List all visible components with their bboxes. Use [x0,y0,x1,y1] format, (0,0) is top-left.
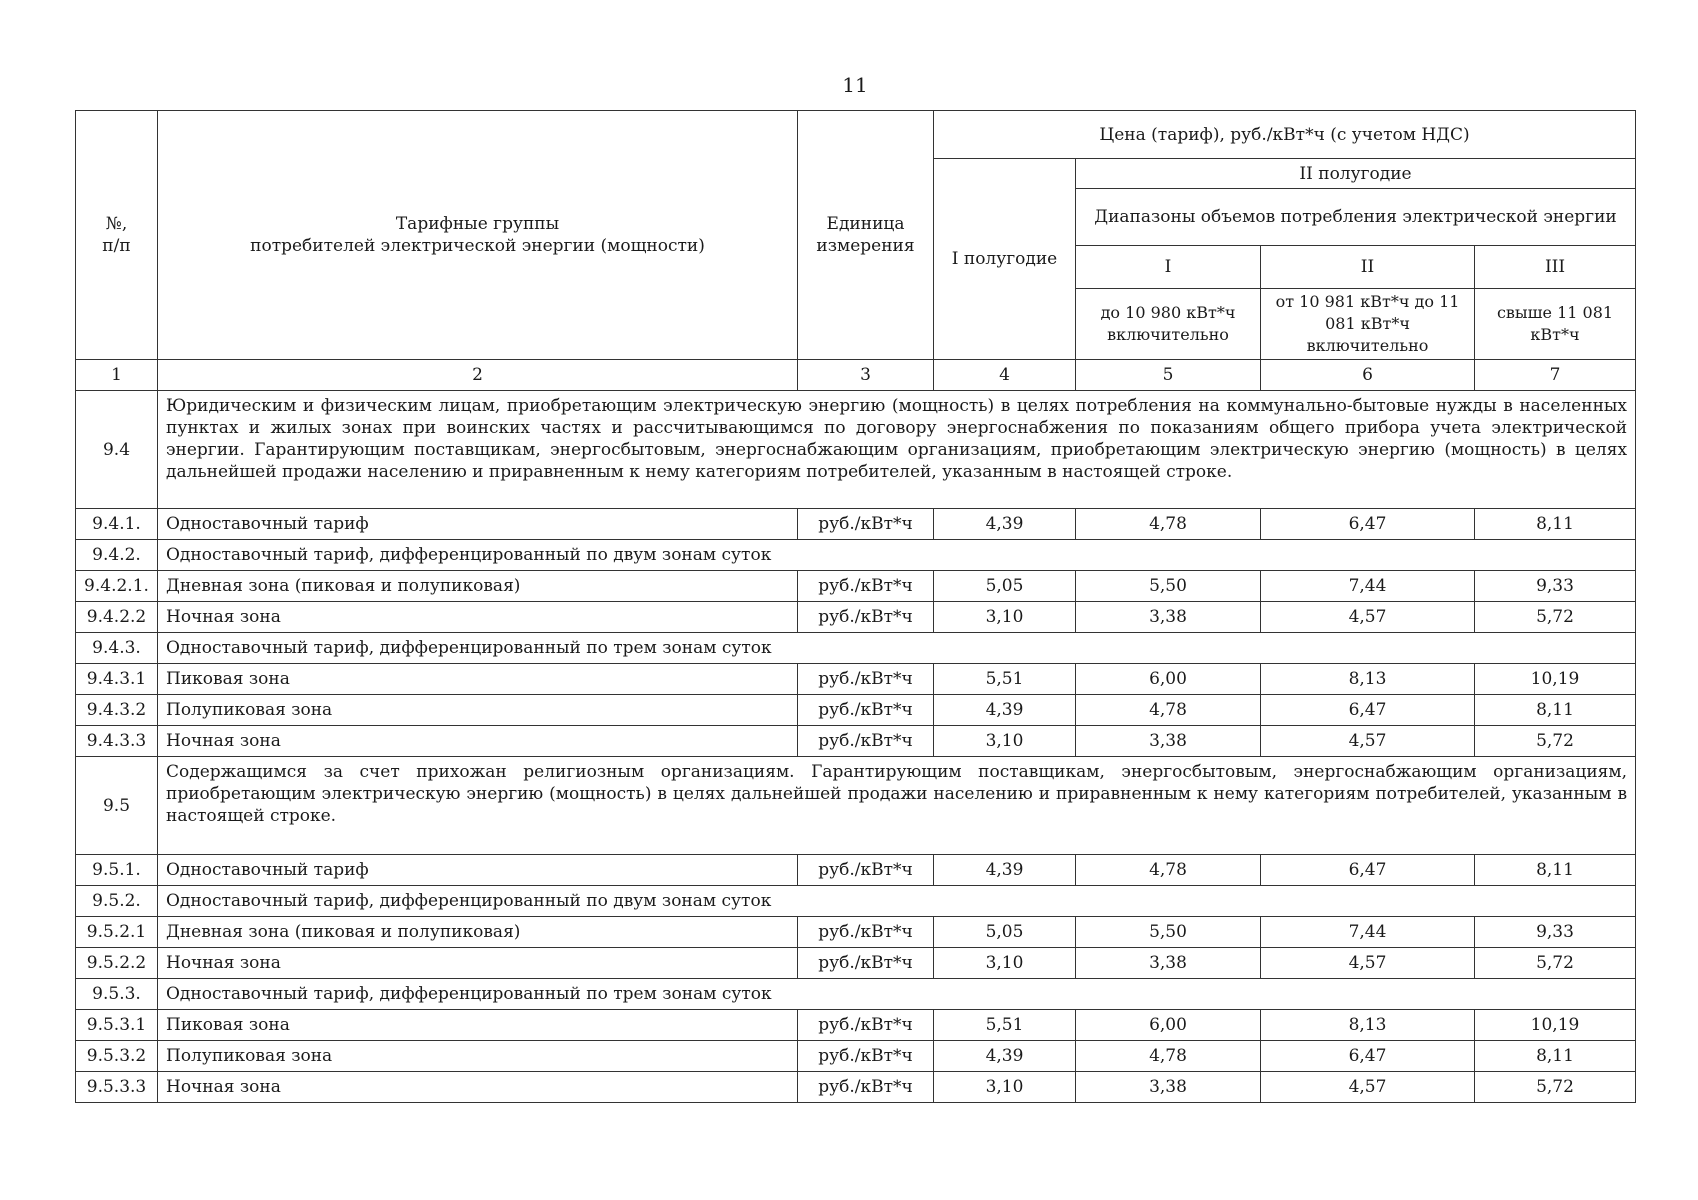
row-name: Дневная зона (пиковая и полупиковая) [158,571,798,602]
row-number: 9.4.3.1 [76,664,158,695]
row-number: 9.4.3.3 [76,726,158,757]
header-groups-line2: потребителей электрической энергии (мощности) [250,236,705,256]
price-range-II: 6,47 [1261,695,1475,726]
header-unit-line2: измерения [816,236,915,256]
price-range-II: 4,57 [1261,948,1475,979]
section-row [76,757,1636,855]
header-range-III-desc: свыше 11 081 кВт*ч [1475,289,1636,360]
column-number: 1 [76,360,158,391]
column-number: 2 [158,360,798,391]
row-number: 9.5.2.2 [76,948,158,979]
price-range-I: 3,38 [1076,948,1261,979]
table-row [76,979,1636,1010]
column-number: 4 [934,360,1076,391]
table-row [76,1041,1636,1072]
price-range-I: 4,78 [1076,509,1261,540]
table-row [76,1010,1636,1041]
price-range-III: 5,72 [1475,602,1636,633]
row-name: Ночная зона [158,1072,798,1103]
price-half1: 5,51 [934,664,1076,695]
table-row [76,948,1636,979]
price-half1: 4,39 [934,1041,1076,1072]
header-unit-line1: Единица [826,214,905,234]
price-range-I: 6,00 [1076,664,1261,695]
table-row [76,540,1636,571]
row-name: Ночная зона [158,948,798,979]
price-range-III: 8,11 [1475,855,1636,886]
row-name: Ночная зона [158,602,798,633]
price-range-III: 8,11 [1475,695,1636,726]
header-price-title: Цена (тариф), руб./кВт*ч (с учетом НДС) [934,111,1636,159]
price-half1: 4,39 [934,855,1076,886]
price-range-III: 5,72 [1475,1072,1636,1103]
row-name: Пиковая зона [158,1010,798,1041]
price-range-I: 5,50 [1076,571,1261,602]
row-number: 9.5.3.2 [76,1041,158,1072]
column-number: 5 [1076,360,1261,391]
price-range-I: 6,00 [1076,1010,1261,1041]
column-number: 3 [798,360,934,391]
header-groups-line1: Тарифные группы [395,214,560,234]
row-unit: руб./кВт*ч [798,664,934,695]
header-range-I: I [1076,246,1261,289]
table-row [76,695,1636,726]
row-unit: руб./кВт*ч [798,602,934,633]
row-name: Полупиковая зона [158,695,798,726]
price-half1: 5,05 [934,917,1076,948]
price-range-II: 6,47 [1261,509,1475,540]
header-unit-cell [798,111,934,360]
price-range-III: 10,19 [1475,664,1636,695]
row-group-name: Одноставочный тариф, дифференцированный по двум зонам суток [158,540,1636,571]
price-range-III: 8,11 [1475,1041,1636,1072]
price-half1: 5,51 [934,1010,1076,1041]
row-unit: руб./кВт*ч [798,1072,934,1103]
price-range-II: 6,47 [1261,1041,1475,1072]
price-range-II: 7,44 [1261,917,1475,948]
section-description: Содержащимся за счет прихожан религиозным организациям. Гарантирующим поставщикам, энергосбытовым, энергоснабжающим организациям, приобретающим электрическую энергию (мощность) в целях дальнейшей продажи населению и приравненным к нему категориям потребителей, указанным в настоящей строке. [158,757,1636,855]
row-number: 9.5.3. [76,979,158,1010]
row-number: 9.4.2. [76,540,158,571]
page-number: 11 [842,73,868,97]
row-number: 9.4.3.2 [76,695,158,726]
table-row [76,664,1636,695]
price-half1: 4,39 [934,695,1076,726]
price-half1: 5,05 [934,571,1076,602]
row-name: Полупиковая зона [158,1041,798,1072]
price-range-I: 3,38 [1076,602,1261,633]
table-row [76,571,1636,602]
header-range-I-desc: до 10 980 кВт*ч включительно [1076,289,1261,360]
tariff-table [75,110,1636,1103]
price-range-III: 8,11 [1475,509,1636,540]
row-number: 9.4.2.1. [76,571,158,602]
column-number: 6 [1261,360,1475,391]
table-row [76,633,1636,664]
price-half1: 3,10 [934,948,1076,979]
row-group-name: Одноставочный тариф, дифференцированный по трем зонам суток [158,979,1636,1010]
header-range-II: II [1261,246,1475,289]
price-range-III: 9,33 [1475,571,1636,602]
price-range-I: 5,50 [1076,917,1261,948]
row-number: 9.4.3. [76,633,158,664]
row-number: 9.5.2.1 [76,917,158,948]
section-number: 9.4 [76,391,158,509]
section-number: 9.5 [76,757,158,855]
price-half1: 4,39 [934,509,1076,540]
table-row [76,509,1636,540]
table-row [76,726,1636,757]
price-range-I: 4,78 [1076,855,1261,886]
header-half2: II полугодие [1076,159,1636,189]
row-number: 9.5.3.1 [76,1010,158,1041]
row-name: Дневная зона (пиковая и полупиковая) [158,917,798,948]
price-range-I: 4,78 [1076,695,1261,726]
row-number: 9.5.2. [76,886,158,917]
price-range-III: 5,72 [1475,726,1636,757]
table-row [76,917,1636,948]
header-num-cell [76,111,158,360]
table-row [76,1072,1636,1103]
price-range-I: 4,78 [1076,1041,1261,1072]
row-number: 9.5.3.3 [76,1072,158,1103]
price-half1: 3,10 [934,726,1076,757]
row-name: Ночная зона [158,726,798,757]
price-range-II: 8,13 [1261,1010,1475,1041]
table-row [76,602,1636,633]
row-unit: руб./кВт*ч [798,695,934,726]
row-unit: руб./кВт*ч [798,509,934,540]
column-number: 7 [1475,360,1636,391]
price-range-I: 3,38 [1076,1072,1261,1103]
price-range-II: 4,57 [1261,1072,1475,1103]
row-number: 9.5.1. [76,855,158,886]
row-unit: руб./кВт*ч [798,1010,934,1041]
column-numbers-row [76,360,1636,391]
price-half1: 3,10 [934,1072,1076,1103]
row-number: 9.4.1. [76,509,158,540]
section-row [76,391,1636,509]
price-range-III: 5,72 [1475,948,1636,979]
row-unit: руб./кВт*ч [798,571,934,602]
row-name: Одноставочный тариф [158,855,798,886]
row-unit: руб./кВт*ч [798,726,934,757]
row-number: 9.4.2.2 [76,602,158,633]
row-unit: руб./кВт*ч [798,948,934,979]
row-group-name: Одноставочный тариф, дифференцированный по трем зонам суток [158,633,1636,664]
price-range-II: 4,57 [1261,726,1475,757]
header-num: №, п/п [102,214,131,256]
table-row [76,855,1636,886]
table-row [76,886,1636,917]
row-unit: руб./кВт*ч [798,855,934,886]
price-range-II: 8,13 [1261,664,1475,695]
price-range-II: 7,44 [1261,571,1475,602]
row-unit: руб./кВт*ч [798,917,934,948]
price-range-III: 10,19 [1475,1010,1636,1041]
row-name: Пиковая зона [158,664,798,695]
header-ranges-title: Диапазоны объемов потребления электрической энергии [1076,189,1636,246]
row-unit: руб./кВт*ч [798,1041,934,1072]
price-range-I: 3,38 [1076,726,1261,757]
header-groups-cell [158,111,798,360]
header-range-II-desc: от 10 981 кВт*ч до 11 081 кВт*ч включительно [1261,289,1475,360]
header-half1: I полугодие [934,159,1076,360]
price-range-II: 6,47 [1261,855,1475,886]
row-name: Одноставочный тариф [158,509,798,540]
header-range-III: III [1475,246,1636,289]
price-range-III: 9,33 [1475,917,1636,948]
price-range-II: 4,57 [1261,602,1475,633]
section-description: Юридическим и физическим лицам, приобретающим электрическую энергию (мощность) в целях потребления на коммунально-бытовые нужды в населенных пунктах и жилых зонах при воинских частях и рассчитывающимся по договору энергоснабжения по показаниям общего прибора учета электрической энергии. Гарантирующим поставщикам, энергосбытовым, энергоснабжающим организациям, приобретающим электрическую энергию (мощность) в целях дальнейшей продажи населению и приравненным к нему категориям потребителей, указанным в настоящей строке. [158,391,1636,509]
row-group-name: Одноставочный тариф, дифференцированный по двум зонам суток [158,886,1636,917]
price-half1: 3,10 [934,602,1076,633]
